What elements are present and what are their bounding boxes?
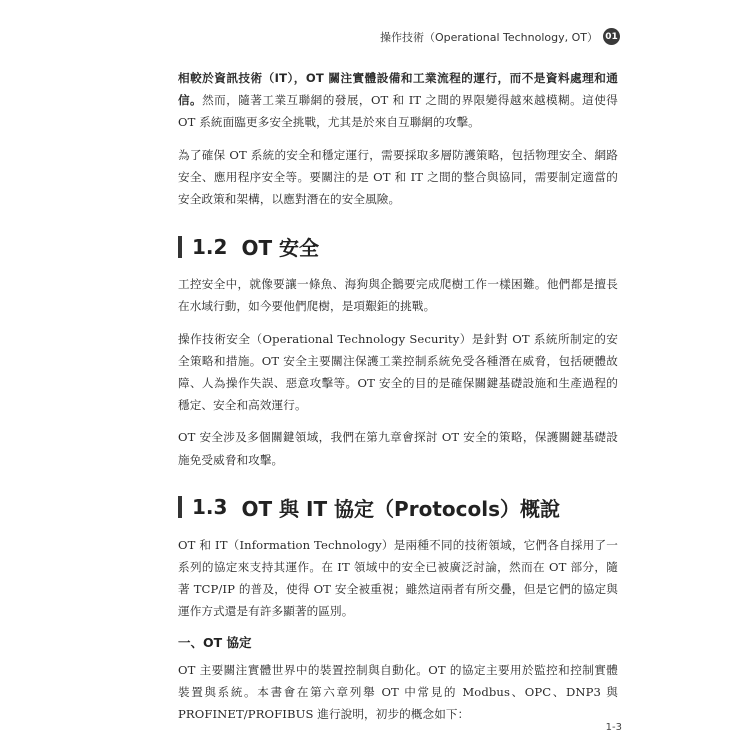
intro-bold-lead: 相較於資訊技術（IT），OT 關注實體設備和工業流程的運行，而不是資料處理和通信。 <box>178 71 618 108</box>
section-1-2-paragraph-3: OT 安全涉及多個關鍵領域，我們在第九章會探討 OT 安全的策略，保護關鍵基礎設施免受威脅和攻擊。 <box>178 430 618 467</box>
intro-paragraph-1 <box>178 67 618 134</box>
subsection-paragraph: OT 主要關注實體世界中的裝置控制與自動化。OT 的協定主要用於監控和控制實體裝置與系統。本書會在第六章列舉 OT 中常見的 Modbus、OPC、DNP3 與 PROFINET/PROFIBUS 進行說明，初步的概念如下： <box>178 662 618 722</box>
intro-paragraph-1-text: 然而，隨著工業互聯網的發展，OT 和 IT 之間的界限變得越來越模糊。這使得 OT 系統面臨更多安全挑戰，尤其是於來自互聯網的攻擊。 <box>178 93 618 130</box>
section-heading-1-3 <box>178 493 618 522</box>
section-1-3-paragraph-1: OT 和 IT（Information Technology）是兩種不同的技術領域，它們各自採用了一系列的協定來支持其運作。在 IT 領域中的安全已被廣泛討論，然而在 OT 部分，隨著 TCP/IP 的普及，使得 OT 安全被重視；雖然這兩者有所交疊，但是它們的協定與運作方式還是有許多顯著的區別。 <box>178 537 618 619</box>
running-header <box>380 28 620 45</box>
chapter-number-badge: 01 <box>603 28 620 45</box>
section-title: OT 安全 <box>241 236 320 261</box>
heading-bar-decoration <box>178 236 182 258</box>
section-heading-1-2 <box>178 232 618 261</box>
section-1-2-paragraph-1: 工控安全中，就像要讓一條魚、海狗與企鵝要完成爬樹工作一樣困難。他們都是擅長在水域行動，如今要他們爬樹，是項艱鉅的挑戰。 <box>178 277 618 314</box>
subsection-heading-ot-protocols: 一、OT 協定 <box>178 634 252 650</box>
section-1-2-paragraph-2: 操作技術安全（Operational Technology Security）是針對 OT 系統所制定的安全策略和措施。OT 安全主要關注保護工業控制系統免受各種潛在威脅，包括硬體故障、人為操作失誤、惡意攻擊等。OT 安全的目的是確保關鍵基礎設施和生產過程的穩定、安全和高效運行。 <box>178 331 618 413</box>
section-number: 1.3 <box>192 495 228 520</box>
page-content <box>178 67 618 735</box>
intro-paragraph-2: 為了確保 OT 系統的安全和穩定運行，需要採取多層防護策略，包括物理安全、網路安全、應用程序安全等。要關注的是 OT 和 IT 之間的整合與協同，需要制定適當的安全政策和架構，以應對潛在的安全風險。 <box>178 147 618 207</box>
page-number: 1-3 <box>605 722 622 733</box>
running-title: 操作技術（Operational Technology, OT） <box>379 30 598 44</box>
section-number: 1.2 <box>192 234 228 259</box>
section-title: OT 與 IT 協定（Protocols）概說 <box>241 496 560 521</box>
heading-bar-decoration <box>178 496 182 518</box>
